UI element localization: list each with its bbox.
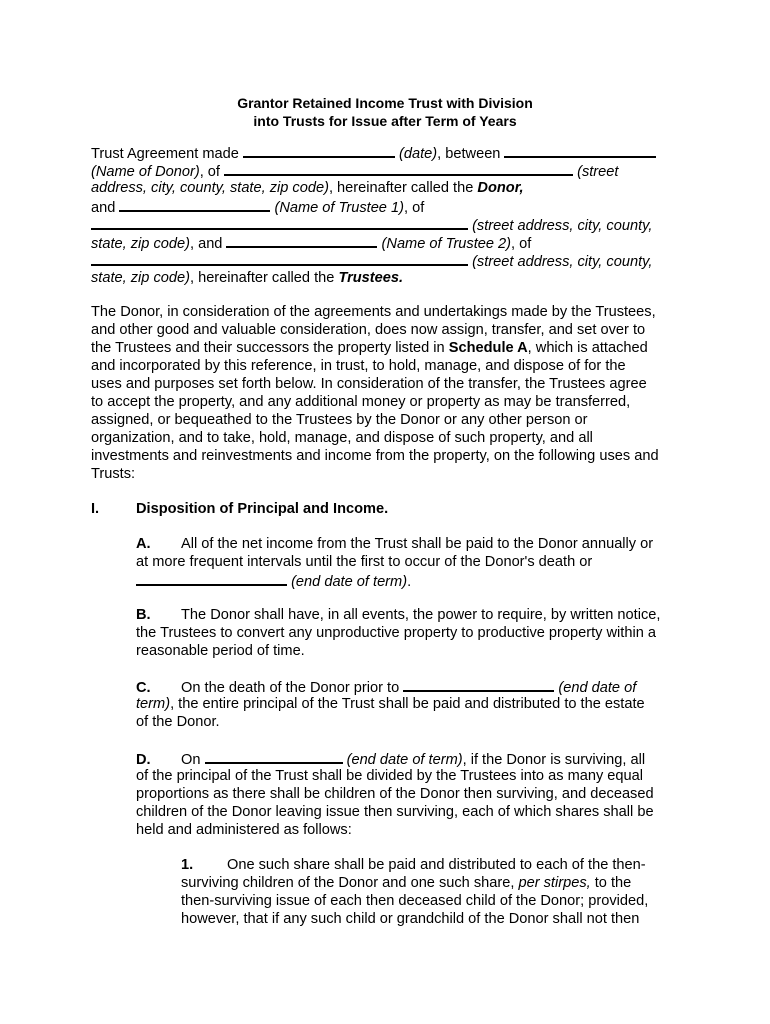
para1-line: Trusts: (91, 466, 136, 482)
intro-text: and (91, 200, 120, 216)
item-d-label: D. (136, 752, 151, 768)
trustee2-name-hint: (Name of Trustee 2) (381, 236, 512, 252)
item-a-line-3 (136, 571, 411, 591)
item-b-line-3: reasonable period of time. (136, 643, 305, 659)
donor-term: Donor, (477, 180, 524, 196)
document-title-line-2: into Trusts for Issue after Term of Years (253, 113, 517, 129)
intro-text: , between (437, 146, 505, 162)
item-d-line-1 (136, 749, 645, 769)
item-b-text: The Donor shall have, in all events, the power to require, by written notice, (181, 607, 661, 623)
para1-line: to accept the property, and any additional money or property as may be transferred, (91, 394, 631, 410)
item-1-line-3: then-surviving issue of each then deceased child of the Donor; provided, (181, 893, 649, 909)
end-date-blank (136, 571, 287, 586)
item-c-text: On the death of the Donor prior to (181, 680, 404, 696)
item-d-text: , if the Donor is surviving, all (462, 752, 646, 768)
intro-line-5 (91, 215, 652, 235)
intro-text: , hereinafter called the (189, 270, 339, 286)
item-1-line-2 (181, 874, 631, 892)
item-c-label: C. (136, 680, 151, 696)
para1-line: organization, and to take, hold, manage, and dispose of such property, and all (91, 430, 593, 446)
item-d-text: On (181, 752, 205, 768)
item-d-line-4: children of the Donor leaving issue then surviving, each of which shares shall be (136, 804, 654, 820)
end-date-hint: (end date of term) (346, 752, 463, 768)
item-1-text: surviving children of the Donor and one such share, (181, 875, 519, 891)
document-title-line-1: Grantor Retained Income Trust with Division (237, 95, 533, 111)
end-date-hint: (end date of term) (291, 574, 408, 590)
donor-name-blank (504, 143, 656, 158)
donor-address-blank (224, 161, 573, 176)
item-1-text: to the (590, 875, 632, 891)
trustee1-name-hint: (Name of Trustee 1) (274, 200, 404, 216)
para1-line: The Donor, in consideration of the agreements and undertakings made by the Trustees, (91, 304, 656, 320)
trustees-term: Trustees. (338, 270, 404, 286)
item-1-text: One such share shall be paid and distributed to each of the then- (227, 857, 646, 873)
item-d-line-5: held and administered as follows: (136, 822, 352, 838)
para1-line (91, 339, 648, 357)
intro-line-6 (91, 233, 531, 253)
item-c-line-1 (136, 677, 636, 697)
item-a-text: All of the net income from the Trust shall be paid to the Donor annually or (181, 536, 654, 552)
end-date-hint: (end date of (558, 680, 637, 696)
item-a-line-1 (136, 535, 653, 553)
para1-line: assigned, or bequeathed to the Trustees by the Donor or any other person or (91, 412, 588, 428)
item-1-label: 1. (181, 857, 194, 873)
para1-line: investments and reinvestments and income from the property, on the following uses and (91, 448, 659, 464)
item-a-line-2: at more frequent intervals until the first to occur of the Donor's death or (136, 554, 593, 570)
trustee2-address-hint: (street address, city, county, (472, 254, 653, 270)
para1-line: and other good and valuable consideration, does now assign, transfer, and set over to (91, 322, 646, 338)
trustee2-name-blank (226, 233, 377, 248)
item-d-line-3: proportions as there shall be children of the Donor then surviving, and deceased (136, 786, 654, 802)
para1-text: , which is attached (527, 340, 648, 356)
date-blank (243, 143, 395, 158)
trustee2-address-blank (91, 251, 468, 266)
intro-text: , of (199, 164, 225, 180)
section-1-number: I. (91, 501, 100, 517)
item-1-line-4: however, that if any such child or grandchild of the Donor shall not then (181, 911, 640, 927)
para1-line: and incorporated by this reference, in trust, to hold, manage, and dispose of for the (91, 358, 626, 374)
intro-line-1 (91, 143, 656, 163)
item-c-text: , the entire principal of the Trust shall be paid and distributed to the estate (170, 696, 645, 712)
schedule-a-term: Schedule A (448, 340, 528, 356)
donor-address-hint-cont: address, city, county, state, zip code) (91, 180, 329, 196)
trustee1-name-blank (119, 197, 270, 212)
item-d-line-2: of the principal of the Trust shall be divided by the Trustees into as many equal (136, 768, 644, 784)
item-a-text: . (407, 574, 412, 590)
item-b-line-1 (136, 606, 660, 624)
intro-line-7 (91, 251, 652, 271)
end-date-blank (403, 677, 554, 692)
intro-text: Trust Agreement made (91, 146, 243, 162)
intro-line-3 (91, 179, 524, 197)
per-stirpes-term: per stirpes, (518, 875, 591, 891)
donor-address-hint: (street (577, 164, 619, 180)
section-1-heading: Disposition of Principal and Income. (136, 501, 389, 517)
end-date-hint-cont: term) (136, 696, 171, 712)
item-a-label: A. (136, 536, 151, 552)
intro-text: , of (403, 200, 425, 216)
intro-line-2 (91, 161, 618, 181)
item-c-line-3: of the Donor. (136, 714, 220, 730)
item-b-label: B. (136, 607, 151, 623)
trustee2-address-hint-cont: state, zip code) (91, 270, 190, 286)
intro-text: , of (511, 236, 532, 252)
donor-name-hint: (Name of Donor) (91, 164, 200, 180)
intro-text: , hereinafter called the (328, 180, 478, 196)
item-c-line-2 (136, 695, 645, 713)
item-b-line-2: the Trustees to convert any unproductive property to productive property within a (136, 625, 656, 641)
trustee1-address-hint: (street address, city, county, (472, 218, 653, 234)
trustee1-address-hint-cont: state, zip code) (91, 236, 190, 252)
item-1-line-1 (181, 856, 646, 874)
date-hint: (date) (399, 146, 438, 162)
trustee1-address-blank (91, 215, 468, 230)
intro-text: , and (189, 236, 227, 252)
end-date-blank (205, 749, 343, 764)
intro-line-8 (91, 269, 403, 287)
para1-line: uses and purposes set forth below. In consideration of the transfer, the Trustees agree (91, 376, 647, 392)
para1-text: the Trustees and their successors the property listed in (91, 340, 449, 356)
intro-line-4 (91, 197, 424, 217)
